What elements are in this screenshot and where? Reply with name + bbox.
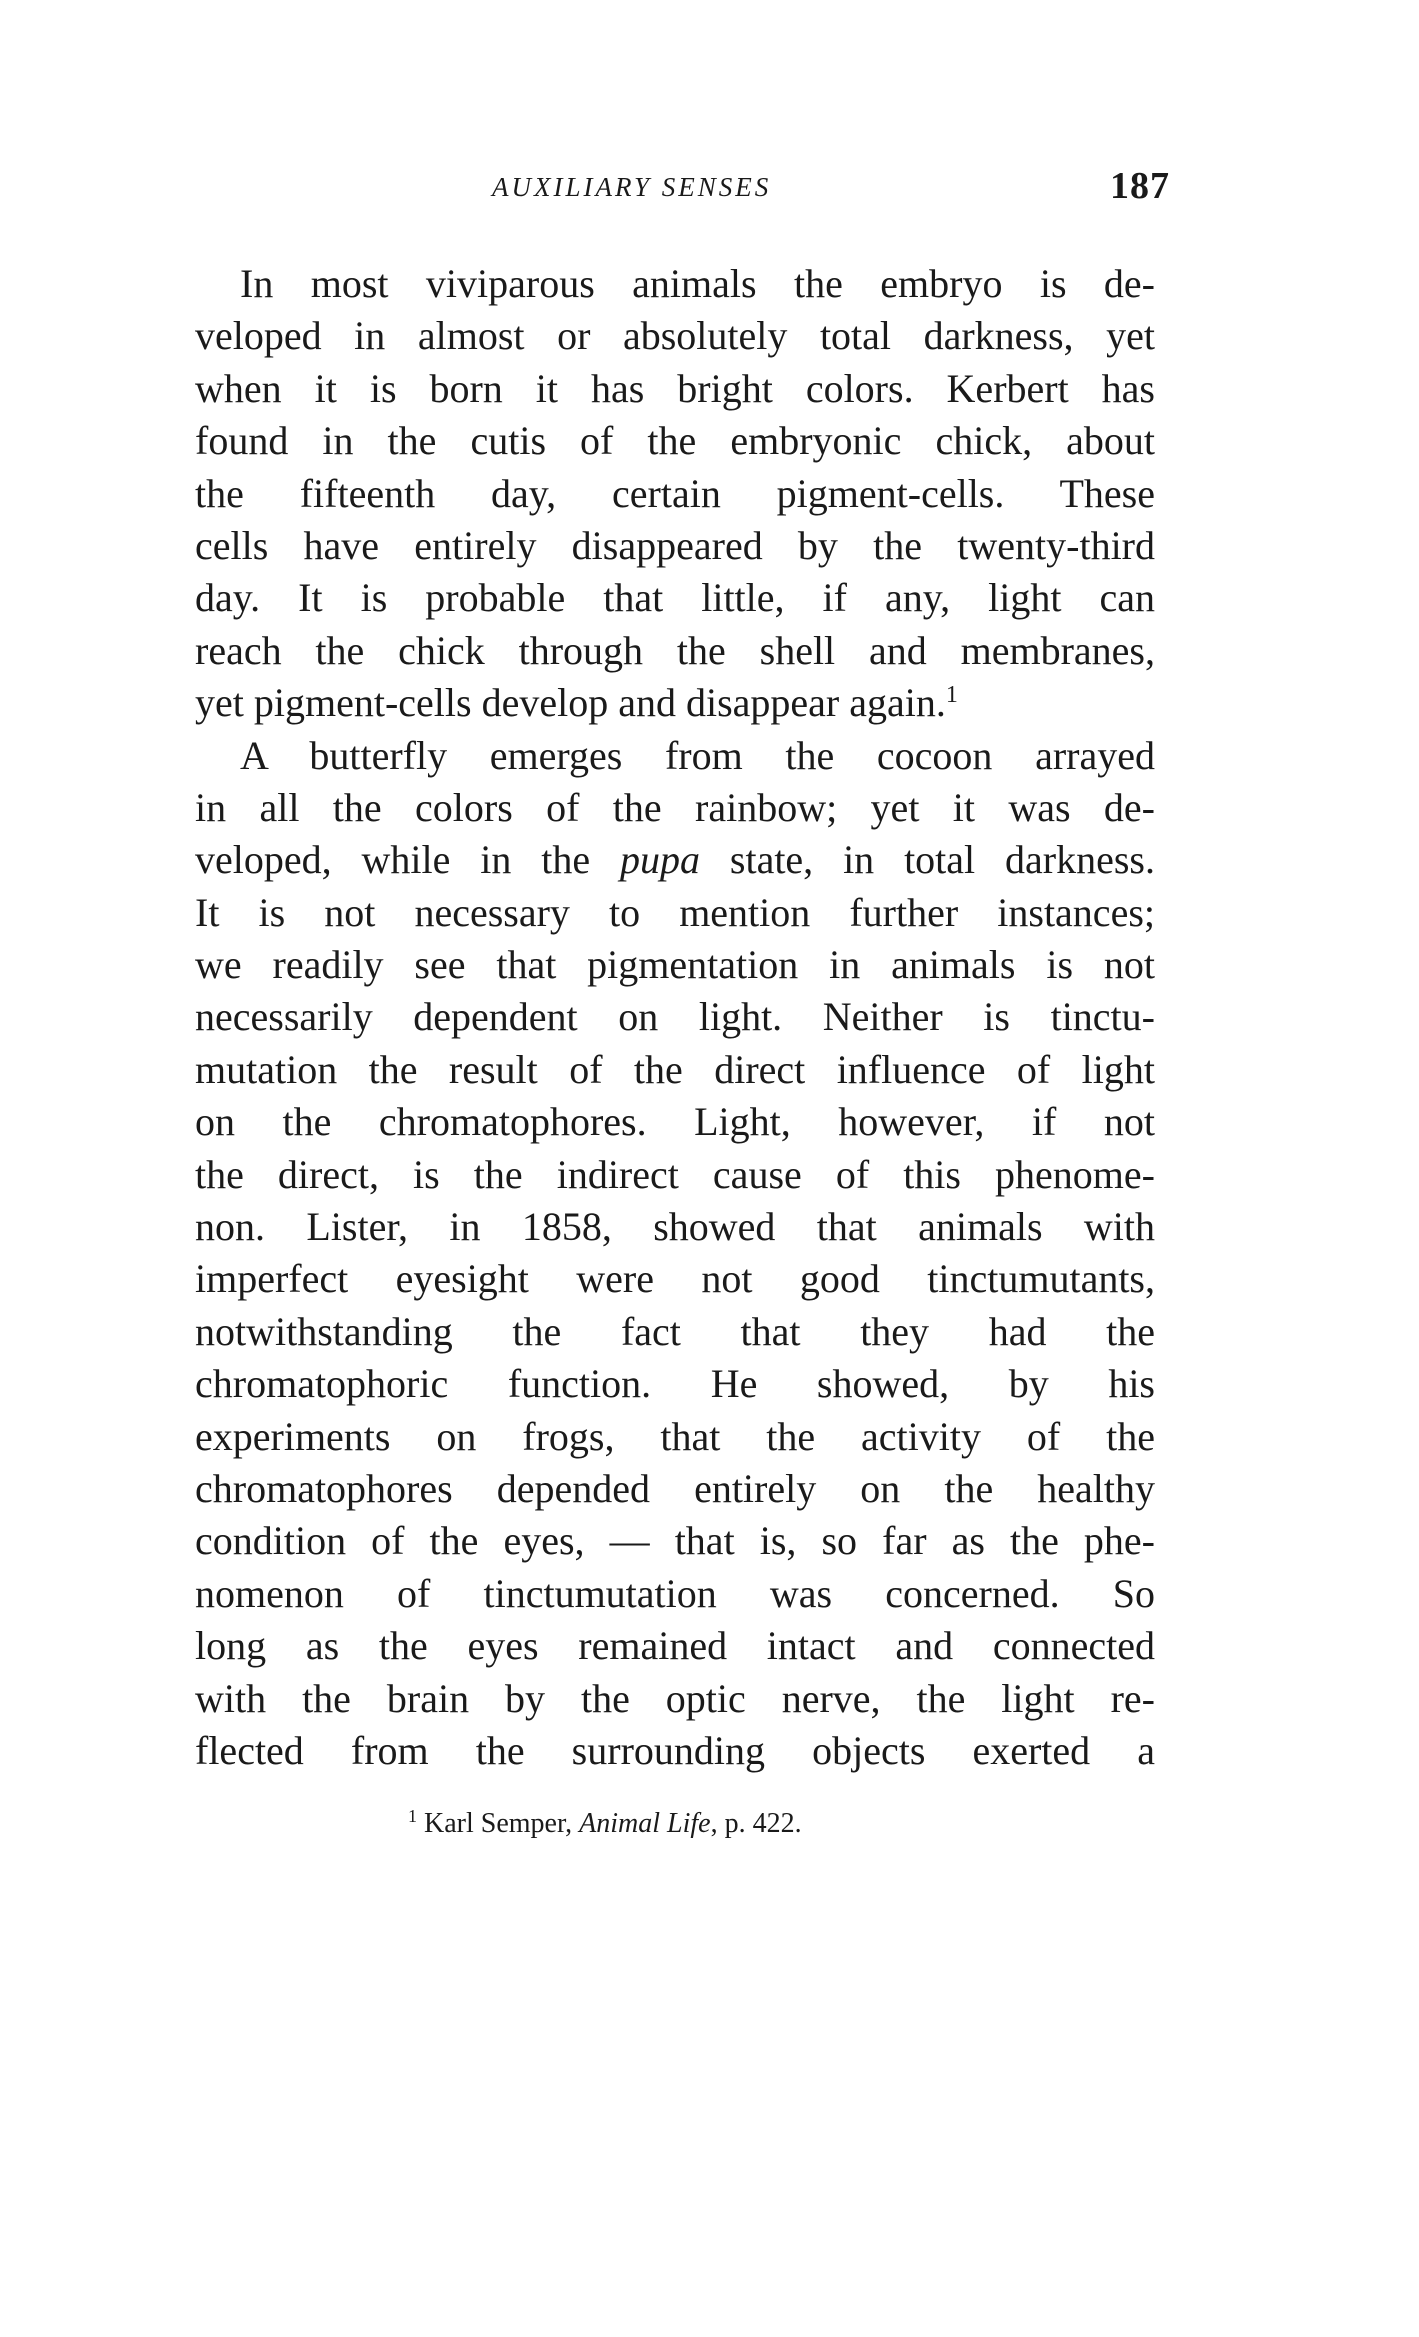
footnote-author: Karl Semper, xyxy=(424,1808,580,1839)
text-span: state, in total darkness. xyxy=(700,837,1155,883)
text-line: with the brain by the optic nerve, the light re- xyxy=(195,1675,1155,1721)
text-line xyxy=(195,677,1155,729)
text-line: experiments on frogs, that the activity of the xyxy=(195,1413,1155,1459)
footnote-marker: 1 xyxy=(408,1806,417,1826)
text-line: In most viviparous animals the embryo is de- xyxy=(240,261,1155,306)
text-line: found in the cutis of the embryonic chick, about xyxy=(195,418,1155,464)
body-text xyxy=(195,258,1155,1777)
text-line: in all the colors of the rainbow; yet it was de- xyxy=(195,784,1155,830)
text-line: veloped in almost or absolutely total darkness, yet xyxy=(195,313,1155,359)
text-line xyxy=(195,834,1155,886)
page-number: 187 xyxy=(1110,165,1170,207)
text-line: long as the eyes remained intact and connected xyxy=(195,1623,1155,1669)
text-line: necessarily dependent on light. Neither is tinctu- xyxy=(195,994,1155,1040)
text-span: yet pigment-cells develop and disappear again. xyxy=(195,680,946,726)
text-line: notwithstanding the fact that they had the xyxy=(195,1308,1155,1354)
text-line: non. Lister, in 1858, showed that animals with xyxy=(195,1204,1155,1250)
text-line: day. It is probable that little, if any, light can xyxy=(195,575,1155,621)
running-title: AUXILIARY SENSES xyxy=(492,172,772,202)
text-line: It is not necessary to mention further instances; xyxy=(195,889,1155,935)
footnote-title: Animal Life xyxy=(579,1808,711,1839)
text-line: the direct, is the indirect cause of this phenome- xyxy=(195,1151,1155,1197)
text-line: nomenon of tinctumutation was concerned. So xyxy=(195,1570,1155,1616)
footnote-reference: 1 xyxy=(945,682,958,709)
footnote-page: , p. 422. xyxy=(710,1808,802,1839)
text-line: mutation the result of the direct influence of light xyxy=(195,1046,1155,1092)
text-line: when it is born it has bright colors. Kerbert has xyxy=(195,365,1155,411)
footnote xyxy=(408,1808,802,1840)
text-line: A butterfly emerges from the cocoon arrayed xyxy=(240,732,1155,778)
text-line: chromatophoric function. He showed, by his xyxy=(195,1361,1155,1407)
text-line: reach the chick through the shell and membranes, xyxy=(195,627,1155,673)
text-line: imperfect eyesight were not good tinctumutants, xyxy=(195,1256,1155,1302)
text-span: veloped, while in the xyxy=(195,837,620,883)
italic-term: pupa xyxy=(620,837,700,883)
text-line: cells have entirely disappeared by the twenty-third xyxy=(195,522,1155,568)
text-line: flected from the surrounding objects exerted a xyxy=(195,1727,1155,1773)
text-line: on the chromatophores. Light, however, if not xyxy=(195,1099,1155,1145)
text-line: chromatophores depended entirely on the healthy xyxy=(195,1465,1155,1511)
text-line: the fifteenth day, certain pigment-cells. These xyxy=(195,470,1155,516)
text-line: condition of the eyes, — that is, so far as the phe- xyxy=(195,1518,1155,1564)
text-line: we readily see that pigmentation in animals is not xyxy=(195,942,1155,988)
